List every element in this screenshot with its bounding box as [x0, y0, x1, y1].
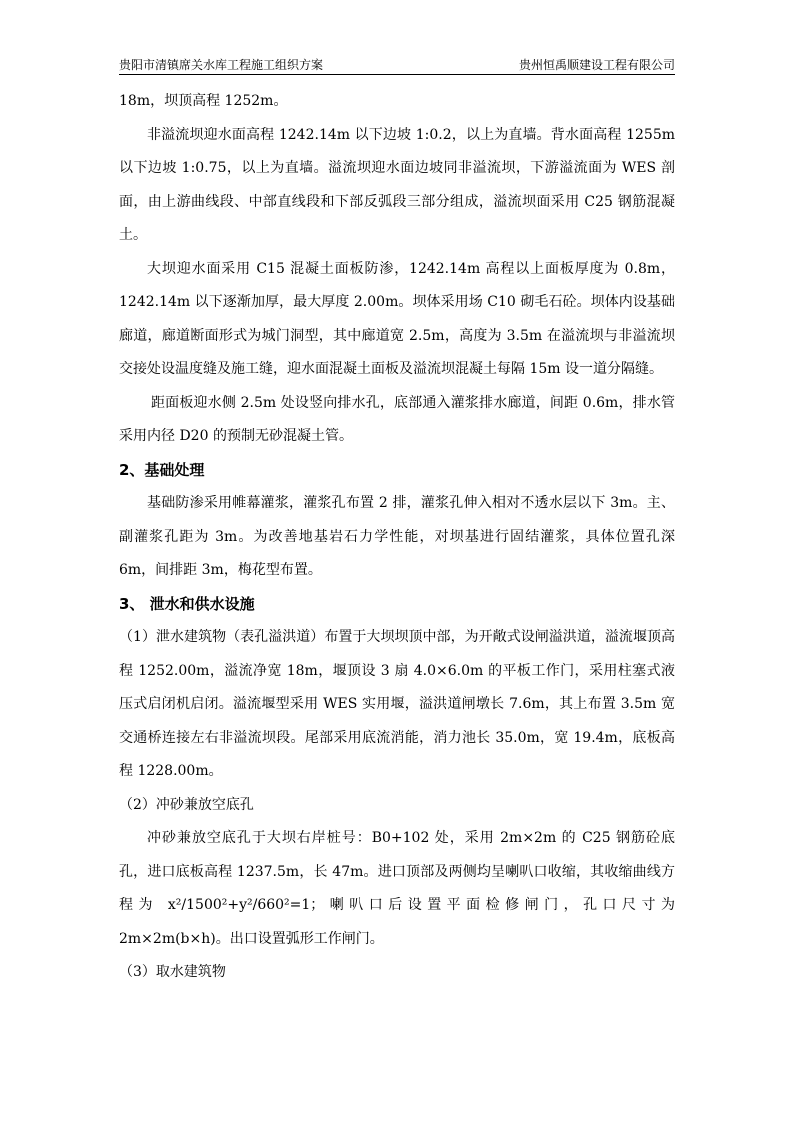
document-body	[119, 85, 675, 990]
section-heading-outlet-works: 3、 泄水和供水设施	[119, 594, 255, 613]
paragraph-dam-crest: 18m，坝顶高程 1252m。	[119, 93, 288, 109]
paragraph-drainage-holes: 距面板迎水侧 2.5m 处设竖向排水孔，底部通入灌浆排水廊道，间距 0.6m，排水管采用内径 D20 的预制无砂混凝土管。	[119, 394, 675, 444]
paragraph-upstream-face: 大坝迎水面采用 C15 混凝土面板防渗，1242.14m 高程以上面板厚度为 0.8m，1242.14m 以下逐渐加厚，最大厚度 2.00m。坝体采用场 C10 砌毛石砼。坝体内设基础廊道，廊道断面形式为城门洞型，其中廊道宽 2.5m，高度为 3.5m 在溢流坝与非溢流坝交接处设温度缝及施工缝，迎水面混凝土面板及溢流坝混凝土每隔 15m 设一道分隔缝。	[119, 260, 675, 377]
paragraph-spillway: （1）泄水建筑物（表孔溢洪道）布置于大坝坝顶中部，为开敞式设闸溢洪道，溢流堰顶高程 1252.00m，溢流净宽 18m，堰顶设 3 扇 4.0×6.0m 的平板工作门，采用柱塞式液压式启闭机启闭。溢流堰型采用 WES 实用堰，溢洪道闸墩长 7.6m，其上布置 3.5m 宽交通桥连接左右非溢流坝段。尾部采用底流消能，消力池长 35.0m，宽 19.4m，底板高程 1228.00m。	[119, 629, 675, 779]
paragraph-bottom-outlet: 冲砂兼放空底孔于大坝右岸桩号：B0+102 处，采用 2m×2m 的 C25 钢筋砼底孔，进口底板高程 1237.5m，长 47m。进口顶部及两侧均呈喇叭口收缩，其收缩曲线方程为 x²/1500²+y²/660²=1；喇叭口后设置平面检修闸门，孔口尺寸为 2m×2m(b×h)。出口设置弧形工作闸门。	[119, 830, 675, 947]
subheading-water-intake: （3）取水建筑物	[119, 964, 226, 980]
section-heading-foundation: 2、基础处理	[119, 460, 205, 479]
header-divider	[119, 74, 675, 75]
paragraph-foundation-grouting: 基础防渗采用帷幕灌浆，灌浆孔布置 2 排，灌浆孔伸入相对不透水层以下 3m。主、副灌浆孔距为 3m。为改善地基岩石力学性能，对坝基进行固结灌浆，具体位置孔深 6m，间排距 3m，梅花型布置。	[119, 495, 675, 578]
subheading-bottom-outlet: （2）冲砂兼放空底孔	[119, 796, 254, 813]
paragraph-non-overflow-dam: 非溢流坝迎水面高程 1242.14m 以下边坡 1:0.2，以上为直墙。背水面高程 1255m 以下边坡 1:0.75，以上为直墙。溢流坝迎水面边坡同非溢流坝，下游溢流面为 WES 剖面，由上游曲线段、中部直线段和下部反弧段三部分组成，溢流坝面采用 C25 钢筋混凝土。	[119, 126, 675, 243]
page-header	[119, 55, 675, 75]
header-project-title: 贵阳市清镇席关水库工程施工组织方案	[119, 58, 324, 72]
header-company-name: 贵州恒禹顺建设工程有限公司	[518, 58, 675, 72]
